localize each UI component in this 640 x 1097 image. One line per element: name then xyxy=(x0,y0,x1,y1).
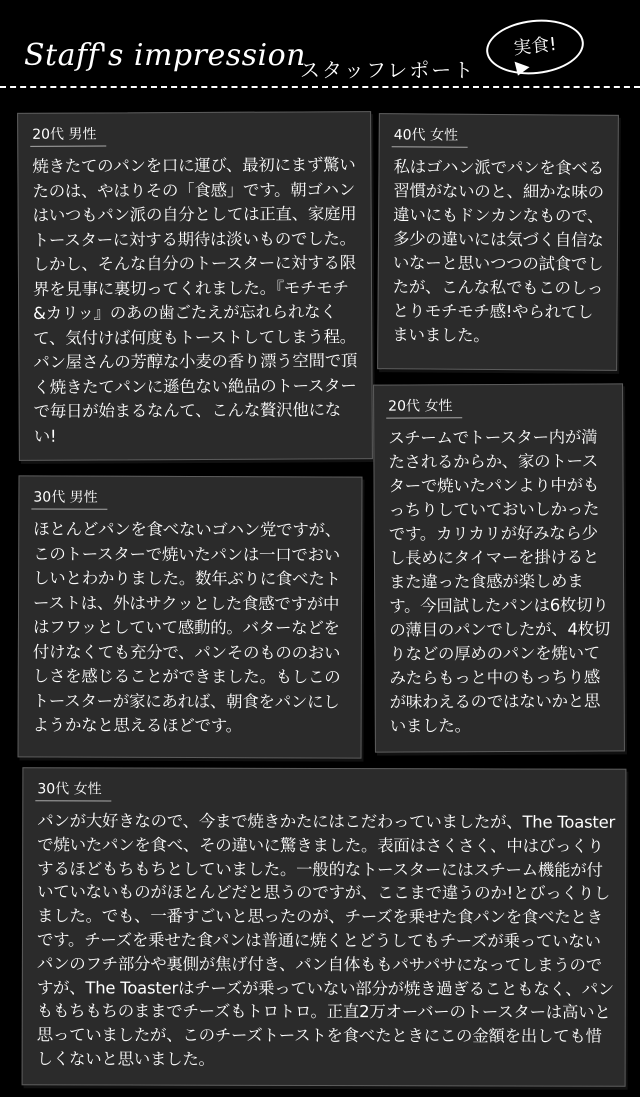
review-card xyxy=(18,475,363,758)
review-text: 焼きたてのパンを口に運び、最初にまず驚いたのは、やはりその「食感」です。朝ゴハンはいつもパン派の自分としては正直、家庭用トースターに対する期待は淡いものでした。しかし、そんな自分のトースターに対する限界を見事に裏切ってくれました。『モチモチ&カリッ』のあの歯ごたえが忘れられなくて、気付けば何度もトーストしてしまう程。パン屋さんの芳醇な小麦の香り漂う空間で頂く焼きたてパンに遜色ない絶品のトースターで毎日が始まるなんて、こんな贅沢他にない! xyxy=(32,155,358,446)
review-tag: 30代 男性 xyxy=(31,486,107,509)
dashed-divider xyxy=(0,86,640,88)
page-subtitle: スタッフレポート xyxy=(300,58,476,82)
review-text: ほとんどパンを食べないゴハン党ですが、このトースターで焼いたパンは一口でおいしいとわかりました。数年ぶりに食べたトーストは、外はサクッとした食感ですが中はフワッとしていて感動的。バターなどを付けなくても充分で、パンそのもののおいしさを感じることができました。もしこのトースターが家にあれば、朝食をパンにしようかなと思えるほどです。 xyxy=(32,519,341,736)
review-text: 私はゴハン派でパンを食べる習慣がないのと、細かな味の違いにもドンカンなもので、多少の違いには気づく自信ないなーと思いつつの試食でしたが、こんな私でもこのしっとりモチモチ感!やられてしまいました。 xyxy=(392,157,605,345)
review-card xyxy=(373,383,625,752)
review-tag: 30代 女性 xyxy=(35,778,111,801)
review-tag: 20代 男性 xyxy=(30,123,106,146)
page-title: Staff's impression xyxy=(24,38,306,73)
header xyxy=(0,0,640,100)
speech-bubble-text: 実食! xyxy=(512,33,558,60)
review-text: スチームでトースター内が満たされるからか、家のトースターで焼いたパンより中がもっちりしていておいしかったです。カリカリが好みなら少し長めにタイマーを掛けるとまた違った食感が楽しめます。今回試したパンは6枚切りの薄目のパンでしたが、4枚切りなどの厚めのパンを焼いてみたらもっと中のもっちり感が味わえるのではないかと思いました。 xyxy=(388,427,611,736)
review-tag: 20代 女性 xyxy=(386,395,462,418)
review-card xyxy=(22,767,627,1087)
review-card xyxy=(17,111,373,461)
speech-bubble xyxy=(483,15,586,79)
review-card xyxy=(377,113,619,371)
review-text: パンが大好きなので、今まで焼きかたにはこだわっていましたが、The Toasterで焼いたパンを食べ、その違いに驚きました。表面はさくさく、中はびっくりするほどもちもちとしていました。一般的なトースターにはスチーム機能が付いていないものがほとんどだと思うのですが、ここまで違うのか!とびっくりしました。でも、一番すごいと思ったのが、チーズを乗せた食パンを食べたときです。チーズを乗せた食パンは普通に焼くとどうしてもチーズが乗っていないパンのフチ部分や裏側が焦げ付き、パン自体ももパサパサになってしまうのですが、The Toasterはチーズが乗っていない部分が焼き過ぎることもなく、パンももちもちのままでチーズもトロトロ。正直2万オーバーのトースターは高いと思っていましたが、このチーズトーストを食べたときにこの金額を出しても惜しくないと思いました。 xyxy=(36,811,616,1069)
review-tag: 40代 女性 xyxy=(392,124,468,148)
